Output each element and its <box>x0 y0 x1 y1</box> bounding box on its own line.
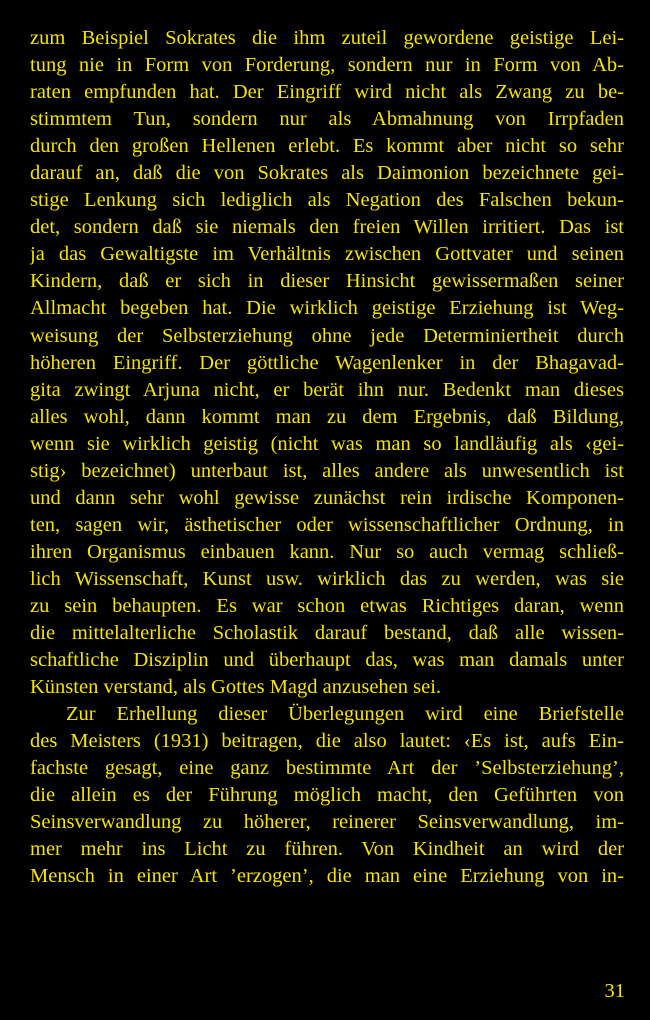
text-line: ja das Gewaltigste im Verhältnis zwischen Gottvater und seinen <box>30 243 624 266</box>
text-line: lich Wissenschaft, Kunst usw. wirklich das zu werden, was sie <box>30 567 624 590</box>
text-line: det, sondern daß sie niemals den freien Willen irritiert. Das ist <box>30 216 624 239</box>
text-line: durch den großen Hellenen erlebt. Es kommt aber nicht so sehr <box>30 135 624 158</box>
text-line: weisung der Selbsterziehung ohne jede Determiniertheit durch <box>30 324 624 347</box>
text-line: Seinsverwandlung zu höherer, reinerer Seinsverwandlung, im- <box>30 811 624 834</box>
text-line: des Meisters (1931) beitragen, die also lautet: ‹Es ist, aufs Ein- <box>30 730 624 753</box>
paragraph-2 <box>30 701 624 890</box>
text-line: stige Lenkung sich lediglich als Negation des Falschen bekun- <box>30 189 624 212</box>
paragraph-1 <box>30 25 624 701</box>
text-line: tung nie in Form von Forderung, sondern nur in Form von Ab- <box>30 54 624 77</box>
text-line: stig› bezeichnet) unterbaut ist, alles andere als unwesentlich ist <box>30 459 624 482</box>
text-line: Allmacht begeben hat. Die wirklich geistige Erziehung ist Weg- <box>30 297 624 320</box>
body-text <box>30 25 624 891</box>
page-number: 31 <box>604 980 625 1002</box>
text-line: darauf an, daß die von Sokrates als Daimonion bezeichnete gei- <box>30 162 624 185</box>
text-line: wenn sie wirklich geistig (nicht was man so landläufig als ‹gei- <box>30 432 624 455</box>
text-line: und dann sehr wohl gewisse zunächst rein irdische Komponen- <box>30 486 624 509</box>
text-line: raten empfunden hat. Der Eingriff wird nicht als Zwang zu be- <box>30 81 624 104</box>
text-line: die mittelalterliche Scholastik darauf bestand, daß alle wissen- <box>30 622 624 645</box>
text-line: zum Beispiel Sokrates die ihm zuteil gewordene geistige Lei- <box>30 27 624 49</box>
text-line: zu sein behaupten. Es war schon etwas Richtiges daran, wenn <box>30 594 624 617</box>
text-line: Mensch in einer Art ’erzogen’, die man eine Erziehung von in- <box>30 865 624 888</box>
text-line: Kindern, daß er sich in dieser Hinsicht gewissermaßen seiner <box>30 270 624 293</box>
text-line: fachste gesagt, eine ganz bestimmte Art der ’Selbsterziehung’, <box>30 757 624 780</box>
text-line: stimmtem Tun, sondern nur als Abmahnung von Irrpfaden <box>30 108 624 131</box>
text-line: ihren Organismus einbauen kann. Nur so auch vermag schließ- <box>30 540 624 563</box>
text-line: ten, sagen wir, ästhetischer oder wissenschaftlicher Ordnung, in <box>30 513 624 536</box>
text-line: gita zwingt Arjuna nicht, er berät ihn nur. Bedenkt man dieses <box>30 378 624 401</box>
text-line: Zur Erhellung dieser Überlegungen wird eine Briefstelle <box>66 703 624 726</box>
text-line: die allein es der Führung möglich macht, den Geführten von <box>30 784 624 807</box>
text-line: mer mehr ins Licht zu führen. Von Kindheit an wird der <box>30 838 624 861</box>
text-line: höheren Eingriff. Der göttliche Wagenlenker in der Bhagavad- <box>30 351 624 374</box>
text-line: schaftliche Disziplin und überhaupt das, was man damals unter <box>30 649 624 672</box>
text-line: Künsten verstand, als Gottes Magd anzusehen sei. <box>30 676 442 699</box>
text-line: alles wohl, dann kommt man zu dem Ergebnis, daß Bildung, <box>30 405 624 428</box>
